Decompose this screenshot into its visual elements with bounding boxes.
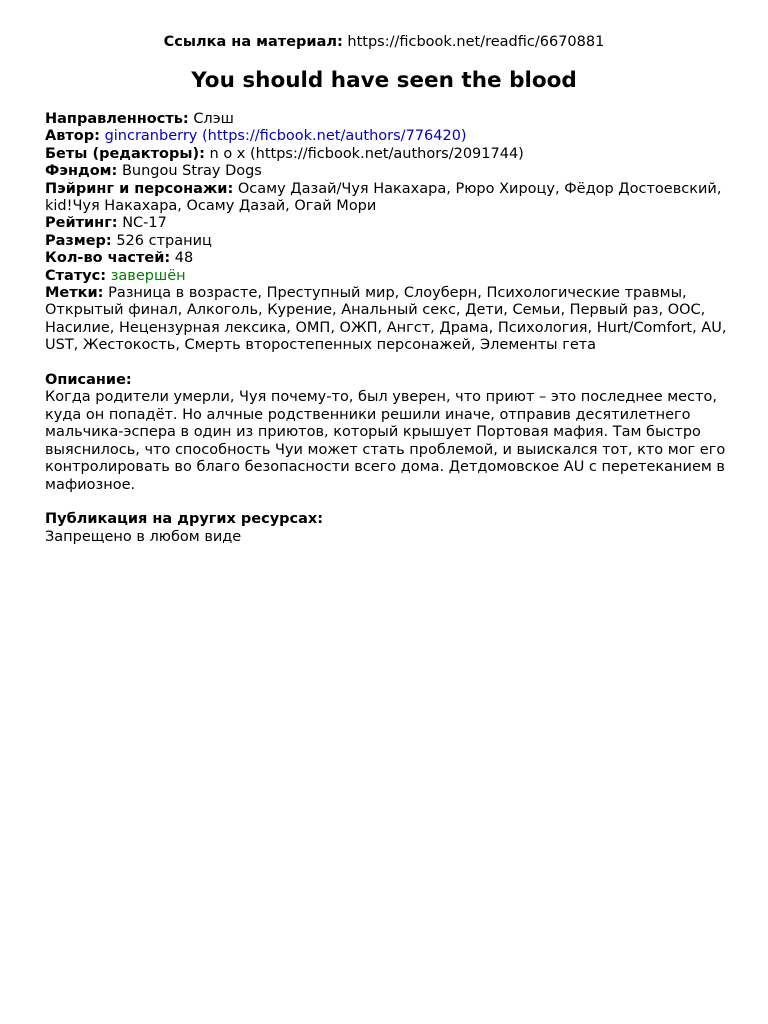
- size-label: Размер:: [45, 232, 112, 249]
- pairing-value: Осаму Дазай/Чуя Накахара, Рюро Хироцу, Фёдор Достоевский, kid!Чуя Накахара, Осаму Дазай, Огай Мори: [45, 180, 722, 215]
- rating-value: NC-17: [122, 215, 167, 232]
- author-row: [45, 128, 735, 145]
- betas-row: [45, 146, 735, 163]
- tags-label: Метки:: [45, 285, 104, 302]
- metadata-block: [45, 111, 735, 546]
- tags-row: [45, 285, 735, 355]
- pairing-row: [45, 181, 735, 216]
- author-link[interactable]: gincranberry (https://ficbook.net/authors/776420): [104, 128, 467, 145]
- description-heading: Описание:: [45, 372, 132, 389]
- fandom-label: Фэндом:: [45, 163, 118, 180]
- size-value: 526 страниц: [116, 232, 212, 249]
- rating-label: Рейтинг:: [45, 215, 118, 232]
- source-line: [0, 33, 768, 51]
- betas-label: Беты (редакторы):: [45, 145, 205, 162]
- direction-value: Слэш: [193, 111, 234, 127]
- rating-row: [45, 215, 735, 232]
- status-value: завершён: [110, 267, 186, 284]
- status-row: [45, 268, 735, 285]
- fandom-value: Bungou Stray Dogs: [121, 163, 262, 180]
- document-title: You should have seen the blood: [191, 68, 577, 93]
- parts-value: 48: [174, 250, 194, 267]
- publication-text: Запрещено в любом виде: [45, 528, 242, 545]
- description-text: Когда родители умерли, Чуя почему-то, был уверен, что приют – это последнее место, куда он попадёт. Но алчные родственники решили иначе, отправив десятилетнего мальчика-эспера в один из приютов, который крышует Портовая мафия. Там быстро выяснилось, что способность Чуи может стать проблемой, и выискался тот, кто мог его контролировать во благо безопасности всего дома. Детдомовское AU с перетеканием в мафиозное.: [45, 389, 726, 493]
- fandom-row: [45, 163, 735, 180]
- source-label: Ссылка на материал:: [163, 34, 343, 50]
- pairing-label: Пэйринг и персонажи:: [45, 180, 234, 197]
- betas-value: n o x (https://ficbook.net/authors/2091744): [209, 145, 524, 162]
- size-row: [45, 233, 735, 250]
- direction-label: Направленность:: [45, 111, 189, 127]
- parts-row: [45, 250, 735, 267]
- author-label: Автор:: [45, 128, 100, 145]
- publication-heading: Публикация на других ресурсах:: [45, 511, 324, 528]
- parts-label: Кол-во частей:: [45, 250, 171, 267]
- status-label: Статус:: [45, 267, 107, 284]
- direction-row: [45, 111, 735, 128]
- source-url[interactable]: https://ficbook.net/readfic/6670881: [347, 34, 605, 50]
- tags-value: Разница в возрасте, Преступный мир, Слоуберн, Психологические травмы, Открытый финал, Алкоголь, Курение, Анальный секс, Дети, Семьи, Первый раз, ООС, Насилие, Нецензурная лексика, ОМП, ОЖП, Ангст, Драма, Психология, Hurt/Comfort, AU, UST, Жестокость, Смерть второстепенных персонажей, Элементы гета: [45, 285, 727, 354]
